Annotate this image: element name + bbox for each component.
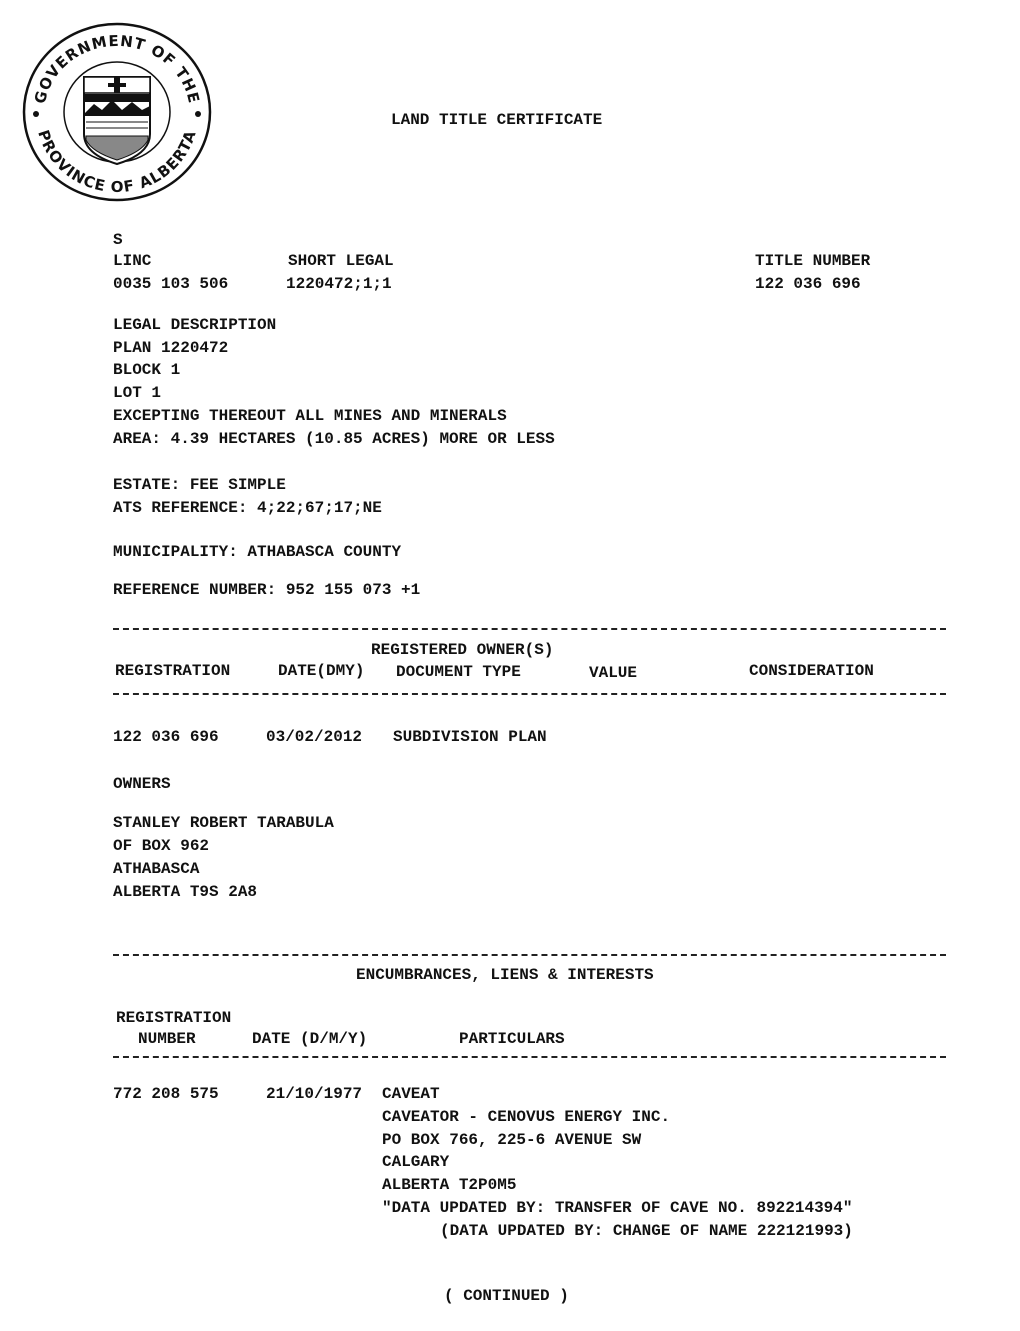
legal-line: BLOCK 1 — [113, 361, 181, 379]
dashed-divider — [113, 954, 946, 956]
estate-line: ESTATE: FEE SIMPLE — [113, 476, 286, 494]
column-header-date: DATE (D/M/Y) — [252, 1030, 368, 1048]
ats-reference-line: ATS REFERENCE: 4;22;67;17;NE — [113, 499, 382, 517]
encumbrance-particulars-line: (DATA UPDATED BY: CHANGE OF NAME 222121993) — [440, 1222, 853, 1240]
title-number-value: 122 036 696 — [755, 275, 861, 293]
legal-line: PLAN 1220472 — [113, 339, 229, 357]
legal-line: EXCEPTING THEREOUT ALL MINES AND MINERALS — [113, 407, 507, 425]
dashed-divider — [113, 1056, 946, 1058]
column-header-consideration: CONSIDERATION — [749, 662, 874, 680]
owners-label: OWNERS — [113, 775, 171, 793]
encumbrance-particulars-line: ALBERTA T2P0M5 — [382, 1176, 517, 1194]
dashed-divider — [113, 693, 946, 695]
column-header-particulars: PARTICULARS — [459, 1030, 565, 1048]
dashed-divider — [113, 628, 946, 630]
column-header-document-type: DOCUMENT TYPE — [396, 663, 521, 681]
section-marker: S — [113, 231, 123, 249]
alberta-government-seal — [22, 22, 212, 202]
owner-line: STANLEY ROBERT TARABULA — [113, 814, 334, 832]
linc-label: LINC — [113, 252, 152, 270]
encumbrance-type: CAVEAT — [382, 1085, 440, 1103]
shield-icon — [84, 77, 150, 164]
owner-entry-registration: 122 036 696 — [113, 728, 219, 746]
encumbrance-particulars-line: PO BOX 766, 225-6 AVENUE SW — [382, 1131, 642, 1149]
owner-entry-document-type: SUBDIVISION PLAN — [393, 728, 547, 746]
owner-entry-date: 03/02/2012 — [266, 728, 363, 746]
continued-footer: ( CONTINUED ) — [444, 1287, 569, 1305]
reference-number-line: REFERENCE NUMBER: 952 155 073 +1 — [113, 581, 421, 599]
short-legal-value: 1220472;1;1 — [286, 275, 392, 293]
column-header-number: NUMBER — [138, 1030, 196, 1048]
legal-description-heading: LEGAL DESCRIPTION — [113, 316, 277, 334]
owner-line: ALBERTA T9S 2A8 — [113, 883, 258, 901]
linc-value: 0035 103 506 — [113, 275, 229, 293]
municipality-line: MUNICIPALITY: ATHABASCA COUNTY — [113, 543, 402, 561]
encumbrances-heading: ENCUMBRANCES, LIENS & INTERESTS — [356, 966, 654, 984]
encumbrance-particulars-line: "DATA UPDATED BY: TRANSFER OF CAVE NO. 892214394" — [382, 1199, 853, 1217]
encumbrance-date: 21/10/1977 — [266, 1085, 363, 1103]
encumbrance-number: 772 208 575 — [113, 1085, 219, 1103]
seal-text-bottom: PROVINCE OF ALBERTA — [34, 127, 200, 197]
short-legal-label: SHORT LEGAL — [288, 252, 394, 270]
legal-line: LOT 1 — [113, 384, 162, 402]
column-header-date: DATE(DMY) — [278, 662, 365, 680]
seal-text-top: GOVERNMENT OF THE — [30, 31, 204, 106]
encumbrance-particulars-line: CAVEATOR - CENOVUS ENERGY INC. — [382, 1108, 671, 1126]
column-header-value: VALUE — [589, 664, 638, 682]
column-header-registration: REGISTRATION — [116, 1009, 232, 1027]
encumbrance-particulars-line: CALGARY — [382, 1153, 450, 1171]
legal-line: AREA: 4.39 HECTARES (10.85 ACRES) MORE OR LESS — [113, 430, 555, 448]
title-number-label: TITLE NUMBER — [755, 252, 871, 270]
owner-line: ATHABASCA — [113, 860, 200, 878]
owner-line: OF BOX 962 — [113, 837, 210, 855]
column-header-registration: REGISTRATION — [115, 662, 231, 680]
registered-owners-heading: REGISTERED OWNER(S) — [371, 641, 554, 659]
document-title: LAND TITLE CERTIFICATE — [391, 111, 603, 129]
